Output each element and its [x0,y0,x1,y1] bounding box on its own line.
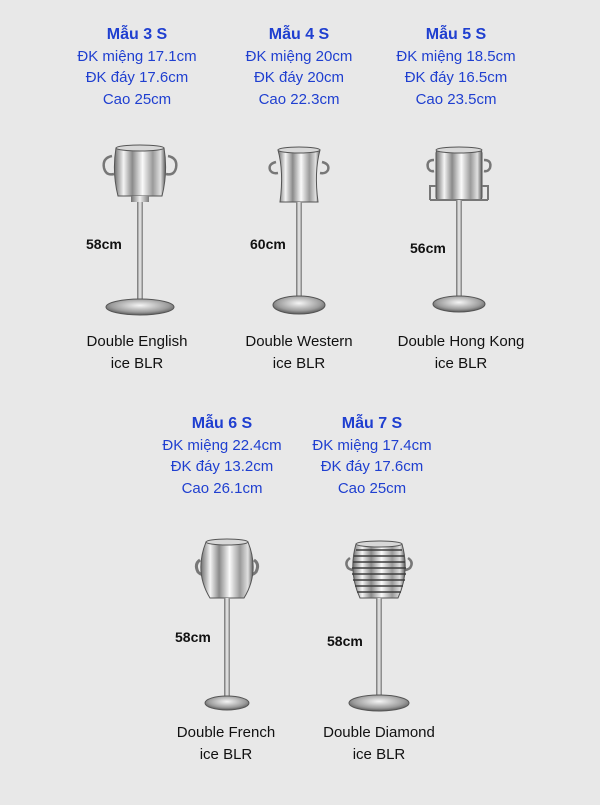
product-name-line1: Double English [86,333,188,350]
product-title: Mẫu 7 S [341,415,403,432]
mouth-diameter: ĐK miệng 18.5cm [396,47,516,65]
ice-bucket-stand-image [424,142,494,317]
product-spec [77,24,196,110]
stand-height-label: 58cm [175,629,211,645]
product-name-line2: ice BLR [272,354,326,372]
ice-bucket-stand-image [192,532,262,717]
product-name [398,331,525,374]
product-name [323,722,435,765]
product-name-line1: Double Diamond [323,724,435,741]
product-name [245,331,352,374]
product-spec [396,24,515,110]
product-title: Mẫu 4 S [268,26,330,43]
base-diameter: ĐK đáy 17.6cm [320,458,424,475]
ice-bucket-stand-image [100,142,180,317]
stand-height-label: 56cm [410,240,446,256]
base-diameter: ĐK đáy 16.5cm [404,69,508,86]
product-name-line1: Double French [176,724,276,741]
ice-bucket-stand-image [344,536,414,716]
product-name-line2: ice BLR [110,354,164,372]
mouth-diameter: ĐK miệng 20cm [245,47,353,65]
ice-bucket-stand-image [264,142,334,317]
product-name-line2: ice BLR [199,745,253,763]
product-name [177,722,275,765]
product-title: Mẫu 6 S [191,415,253,432]
base-diameter: ĐK đáy 17.6cm [85,69,189,86]
mouth-diameter: ĐK miệng 17.1cm [77,47,197,65]
base-diameter: ĐK đáy 13.2cm [170,458,274,475]
product-title: Mẫu 3 S [106,26,168,43]
bucket-height: Cao 26.1cm [181,479,263,497]
stand-height-label: 60cm [250,236,286,252]
stand-height-label: 58cm [327,633,363,649]
bucket-height: Cao 25cm [337,479,407,497]
bucket-height: Cao 22.3cm [258,90,340,108]
bucket-height: Cao 25cm [102,90,172,108]
product-spec [312,413,431,499]
mouth-diameter: ĐK miệng 17.4cm [312,436,432,454]
product-name-line2: ice BLR [434,354,488,372]
base-diameter: ĐK đáy 20cm [253,69,345,86]
bucket-height: Cao 23.5cm [415,90,497,108]
product-name-line1: Double Western [245,333,353,350]
product-spec [162,413,281,499]
product-title: Mẫu 5 S [425,26,487,43]
product-name-line2: ice BLR [352,745,406,763]
product-spec [246,24,353,110]
product-name-line1: Double Hong Kong [397,333,525,350]
stand-height-label: 58cm [86,236,122,252]
product-name [87,331,188,374]
mouth-diameter: ĐK miệng 22.4cm [162,436,282,454]
